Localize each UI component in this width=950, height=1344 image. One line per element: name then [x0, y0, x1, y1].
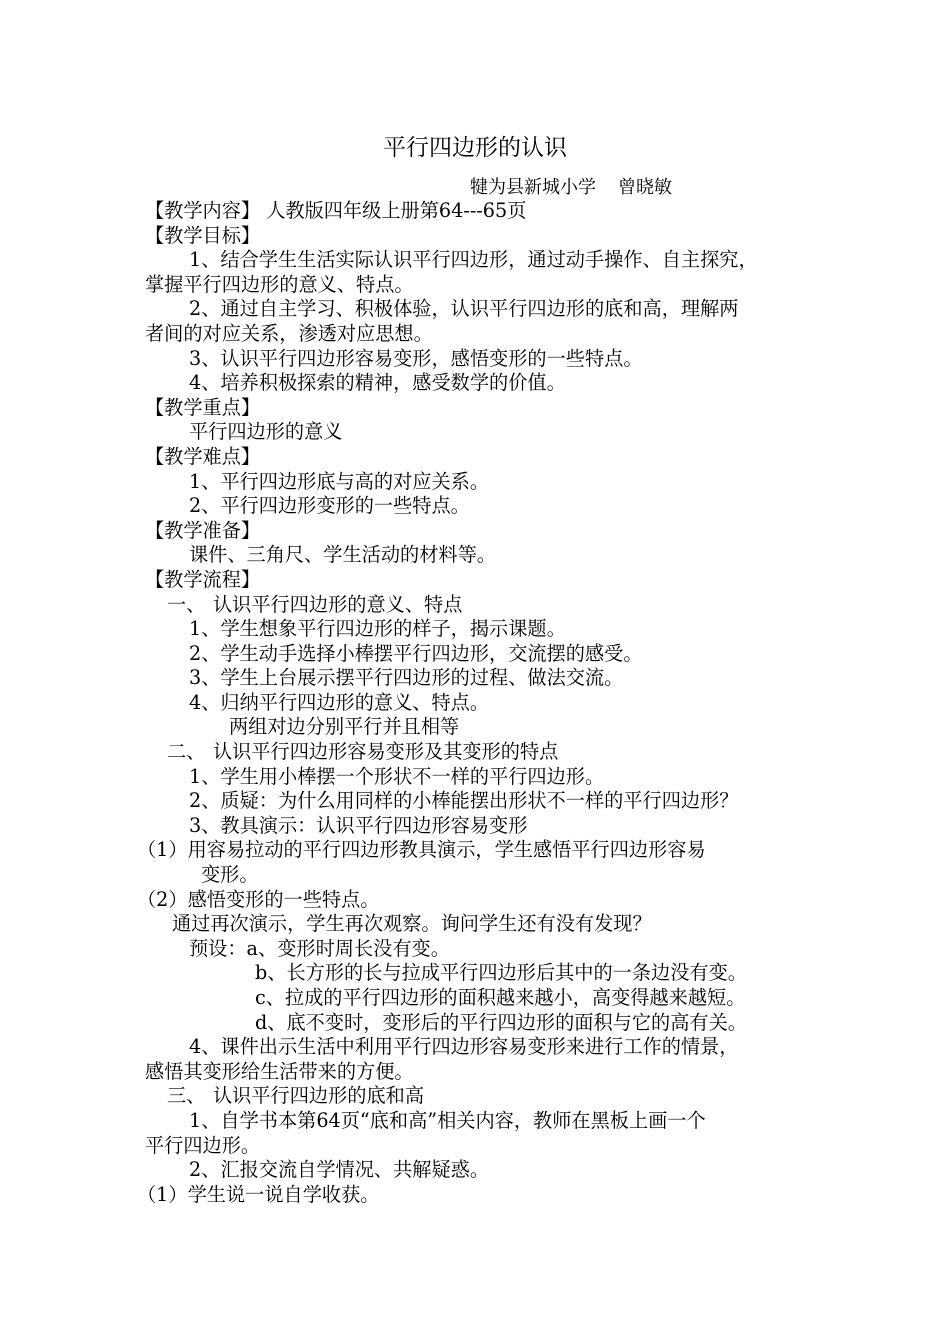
section-2-item-4-line-1: 4、课件出示生活中利用平行四边形容易变形来进行工作的情景， [189, 1035, 739, 1059]
section-1-item-1: 1、学生想象平行四边形的样子，揭示课题。 [189, 617, 566, 641]
section-2-preset-a: 预设：a、变形时周长没有变。 [189, 936, 450, 960]
section-2-preset-d: d、底不变时，变形后的平行四边形的面积与它的高有关。 [255, 1010, 747, 1034]
goal-2-line-1: 2、通过自主学习、积极体验，认识平行四边形的底和高，理解两 [189, 297, 739, 321]
section-2-heading [145, 740, 835, 765]
section-2-point-1-line-2: 变形。 [201, 863, 259, 887]
goal-1-line-1: 1、结合学生生活实际认识平行四边形，通过动手操作、自主探究， [189, 248, 758, 272]
section-3-item-1-line-1: 1、自学书本第64页“底和高”相关内容，教师在黑板上画一个 [189, 1108, 706, 1132]
section-2-point-1-line-1: （1）用容易拉动的平行四边形教具演示，学生感悟平行四边形容易 [137, 838, 706, 862]
goals-heading: 【教学目标】 [145, 223, 261, 247]
author-line [470, 176, 672, 200]
document-title: 平行四边形的认识 [383, 135, 567, 161]
preparation-heading: 【教学准备】 [145, 518, 261, 542]
content-line [145, 199, 835, 224]
section-2-point-2: （2）感悟变形的一些特点。 [137, 887, 380, 911]
section-2-item-1: 1、学生用小棒摆一个形状不一样的平行四边形。 [189, 764, 605, 788]
section-1-note: 两组对边分别平行并且相等 [229, 715, 460, 739]
section-2-preset-c: c、拉成的平行四边形的面积越来越小，高变得越来越短。 [255, 986, 746, 1009]
section-2-number: 二、 [167, 740, 206, 764]
section-1-number: 一、 [167, 592, 206, 616]
section-1-item-4: 4、归纳平行四边形的意义、特点。 [189, 690, 490, 714]
author-name: 曾晓敏 [618, 177, 672, 198]
section-2-item-3: 3、教具演示：认识平行四边形容易变形 [189, 813, 528, 837]
goal-4: 4、培养积极探索的精神，感受数学的价值。 [189, 371, 566, 395]
difficulties-heading: 【教学难点】 [145, 444, 261, 468]
section-1-title: 认识平行四边形的意义、特点 [213, 592, 463, 616]
section-2-preset-b: b、长方形的长与拉成平行四边形后其中的一条边没有变。 [255, 961, 747, 985]
section-3-point-1: （1）学生说一说自学收获。 [137, 1182, 380, 1206]
section-2-title: 认识平行四边形容易变形及其变形的特点 [213, 740, 559, 764]
key-points-heading: 【教学重点】 [145, 395, 261, 419]
content-heading: 【教学内容】 [145, 199, 261, 222]
difficulty-1: 1、平行四边形底与高的对应关系。 [189, 469, 490, 493]
goal-1-line-2: 掌握平行四边形的意义、特点。 [145, 272, 414, 296]
section-3-number: 三、 [167, 1084, 206, 1108]
goal-2-line-2: 者间的对应关系，渗透对应思想。 [145, 321, 433, 345]
section-1-heading [145, 593, 835, 618]
section-3-heading [145, 1084, 835, 1109]
section-3-title: 认识平行四边形的底和高 [213, 1084, 425, 1108]
content-text: 人教版四年级上册第64---65页 [266, 199, 527, 222]
section-2-item-2: 2、质疑：为什么用同样的小棒能摆出形状不一样的平行四边形？ [189, 789, 739, 813]
section-3-item-2: 2、汇报交流自学情况、共解疑惑。 [189, 1158, 490, 1182]
difficulty-2: 2、平行四边形变形的一些特点。 [189, 494, 470, 518]
section-3-item-1-line-2: 平行四边形。 [145, 1133, 261, 1157]
section-1-item-2: 2、学生动手选择小棒摆平行四边形，交流摆的感受。 [189, 641, 643, 665]
author-school: 犍为县新城小学 [470, 177, 596, 198]
document-body [137, 199, 835, 1207]
key-points-text: 平行四边形的意义 [189, 420, 343, 444]
section-2-observation: 通过再次演示，学生再次观察。询问学生还有没有发现？ [172, 912, 652, 936]
section-1-item-3: 3、学生上台展示摆平行四边形的过程、做法交流。 [189, 666, 624, 690]
section-2-item-4-line-2: 感悟其变形给生活带来的方便。 [145, 1059, 414, 1083]
preparation-text: 课件、三角尺、学生活动的材料等。 [189, 543, 496, 567]
goal-3: 3、认识平行四边形容易变形，感悟变形的一些特点。 [189, 346, 643, 370]
process-heading: 【教学流程】 [145, 567, 261, 591]
